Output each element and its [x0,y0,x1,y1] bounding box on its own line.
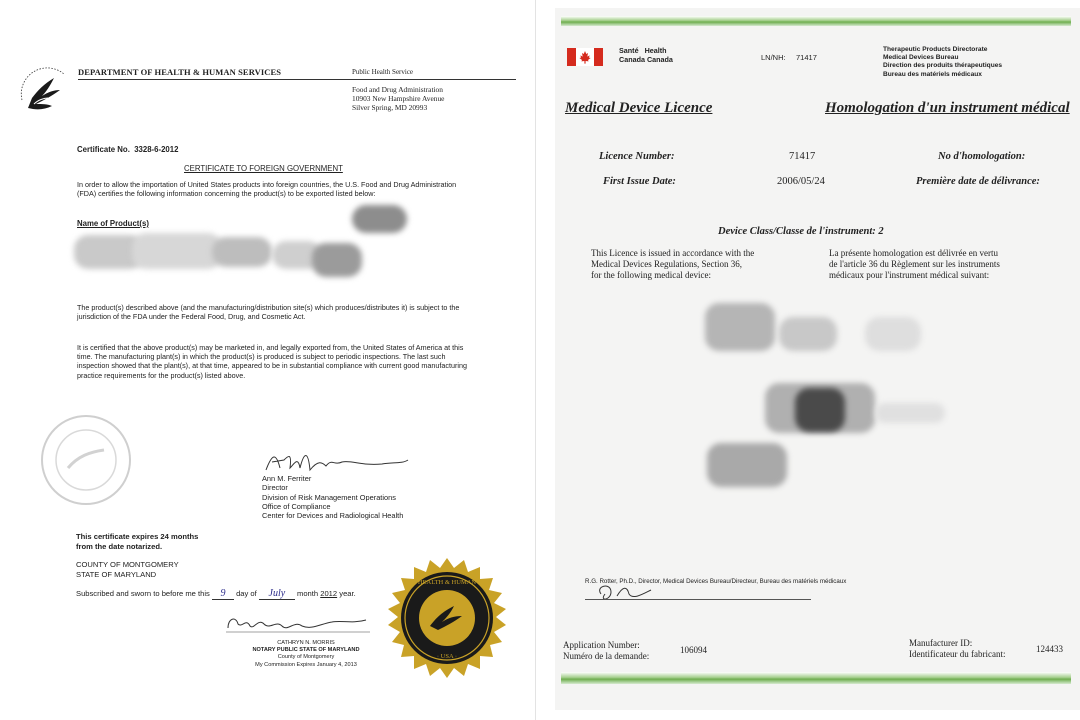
sworn-month: July [259,588,295,600]
certificate-label: Certificate No. [77,145,130,154]
notary-county: County of Montgomery [277,654,335,661]
directorate-line: Bureau des matériels médicaux [883,70,982,78]
fda-address [352,85,444,112]
issued-fr-line: de l'article 36 du Règlement sur les instruments [829,259,1000,269]
ln-number [761,53,817,62]
issued-fr-line: médicaux pour l'instrument médical suivant: [829,270,990,280]
sworn-prefix: Subscribed and sworn to before me this [76,589,210,598]
issued-en-line: for the following medical device: [591,270,711,280]
manufacturer-id: 124433 [1036,644,1063,654]
application-label-fr: Numéro de la demande: [563,651,650,661]
county-line: COUNTY OF MONTGOMERY [76,560,179,569]
fda-certificate-page [0,0,535,720]
address-line: Food and Drug Administration [352,85,443,94]
expiry-line: from the date notarized. [76,541,163,551]
directorate-line: Direction des produits thérapeutiques [883,62,1003,70]
signer-title: Director [262,483,288,493]
licence-title-en: Medical Device Licence [565,100,713,116]
directorate-block [883,46,1002,79]
sworn-day: 9 [212,588,234,600]
county-block [76,560,179,579]
manufacturer-label [909,638,1005,660]
sworn-month-word: month [297,589,319,598]
signer-name: Ann M. Ferriter [262,474,312,483]
health-canada-wordmark [619,46,673,64]
certificate-value: 3328-6-2012 [134,145,179,154]
top-green-band [561,16,1071,26]
notary-name: CATHRYN N. MORRIS [277,640,335,646]
licence-number-fr-label: No d'homologation: [938,151,1026,162]
sworn-year-word: year. [339,589,356,598]
signer-office: Office of Compliance [262,501,331,511]
certificate-heading: CERTIFICATE TO FOREIGN GOVERNMENT [184,164,343,173]
page-divider [535,0,536,720]
sworn-line [76,588,356,600]
issued-fr-line: La présente homologation est délivrée en vertu [829,248,998,258]
licence-title-fr: Homologation d'un instrument médical [825,100,1070,116]
director-line: R.G. Rotter, Ph.D., Director, Medical Devices Bureau/Directeur, Bureau des matériels médicaux [585,578,847,585]
svg-text:HEALTH & HUMAN: HEALTH & HUMAN [417,579,477,586]
sworn-day-word: day of [236,589,257,598]
canada-flag-icon [567,48,603,66]
canada-en-text: Canada [646,55,673,64]
bottom-green-band [561,672,1071,684]
ferriter-signature [262,446,412,476]
gold-hhs-seal [384,556,510,682]
notary-stamp [238,640,374,669]
svg-text:· USA ·: · USA · [436,653,458,660]
signer-division: Division of Risk Management Operations [262,492,396,502]
redacted-products [72,205,412,290]
health-text: Health [644,46,667,55]
first-issue-value: 2006/05/24 [777,176,825,187]
sante-text: Santé [619,46,639,55]
state-line: STATE OF MARYLAND [76,569,157,579]
certification-paragraph: It is certified that the above product(s) may be marketed in, and legally exported from, the United States of America at this time. The manufacturing plant(s) in which the product(s) is produced is subject to periodic inspections. The last such inspection showed that the plant(s), at that time, appeared to be in substantial compliance with current good manufacturing practice requirements for the product(s) listed above. [77,343,467,380]
intro-paragraph: In order to allow the importation of United States products into foreign countries, the U.S. Food and Drug Administration (FDA) certifies the following information concerning the product(s) to be exported listed below: [77,180,457,199]
agency-name: DEPARTMENT OF HEALTH & HUMAN SERVICES [78,67,282,77]
manufacturer-label-en: Manufacturer ID: [909,638,973,648]
signer-block [262,474,403,520]
expiry-line: This certificate expires 24 months [76,532,199,541]
products-label: Name of Product(s) [77,219,149,228]
directorate-line: Medical Devices Bureau [883,54,959,62]
first-issue-label: First Issue Date: [603,176,676,187]
directorate-line: Therapeutic Products Directorate [883,46,988,53]
health-canada-licence-page [555,8,1080,710]
embossed-seal [38,412,134,508]
licence-number-label: Licence Number: [599,151,675,162]
issued-en-line: This Licence is issued in accordance with the [591,248,755,258]
application-label [563,640,649,662]
first-issue-fr-label: Première date de délivrance: [916,176,1040,187]
issued-en-line: Medical Devices Regulations, Section 36, [591,259,742,269]
issued-en-paragraph [591,248,754,281]
notary-signature [222,610,372,636]
application-number: 106094 [680,645,707,655]
expiry-note [76,532,198,551]
issued-fr-paragraph [829,248,1000,281]
application-label-en: Application Number: [563,640,640,650]
signer-center: Center for Devices and Radiological Health [262,511,404,521]
address-line: 10903 New Hampshire Avenue [352,94,445,103]
ln-value: 71417 [796,53,817,62]
notary-title: NOTARY PUBLIC STATE OF MARYLAND [252,647,360,654]
signature-rule [585,599,811,600]
hhs-eagle-logo [14,60,72,122]
ln-label: LN/NH: [761,53,786,62]
public-health-service: Public Health Service [352,68,414,76]
jurisdiction-paragraph: The product(s) described above (and the manufacturing/distribution site(s) which produces/distributes it) is subject to the jurisdiction of the FDA under the Federal Food, Drug, and Cosmetic Act. [77,303,460,322]
certificate-number [77,145,178,154]
manufacturer-label-fr: Identificateur du fabricant: [909,649,1006,659]
licence-number-value: 71417 [789,151,816,162]
header-rule [78,79,516,80]
sworn-year: 2012 [320,589,338,598]
redacted-device [695,293,985,503]
notary-commission: My Commission Expires January 4, 2013 [255,661,357,668]
address-line: Silver Spring, MD 20993 [352,103,428,112]
canada-fr-text: Canada [619,55,645,64]
device-class: Device Class/Classe de l'instrument: 2 [718,226,884,237]
